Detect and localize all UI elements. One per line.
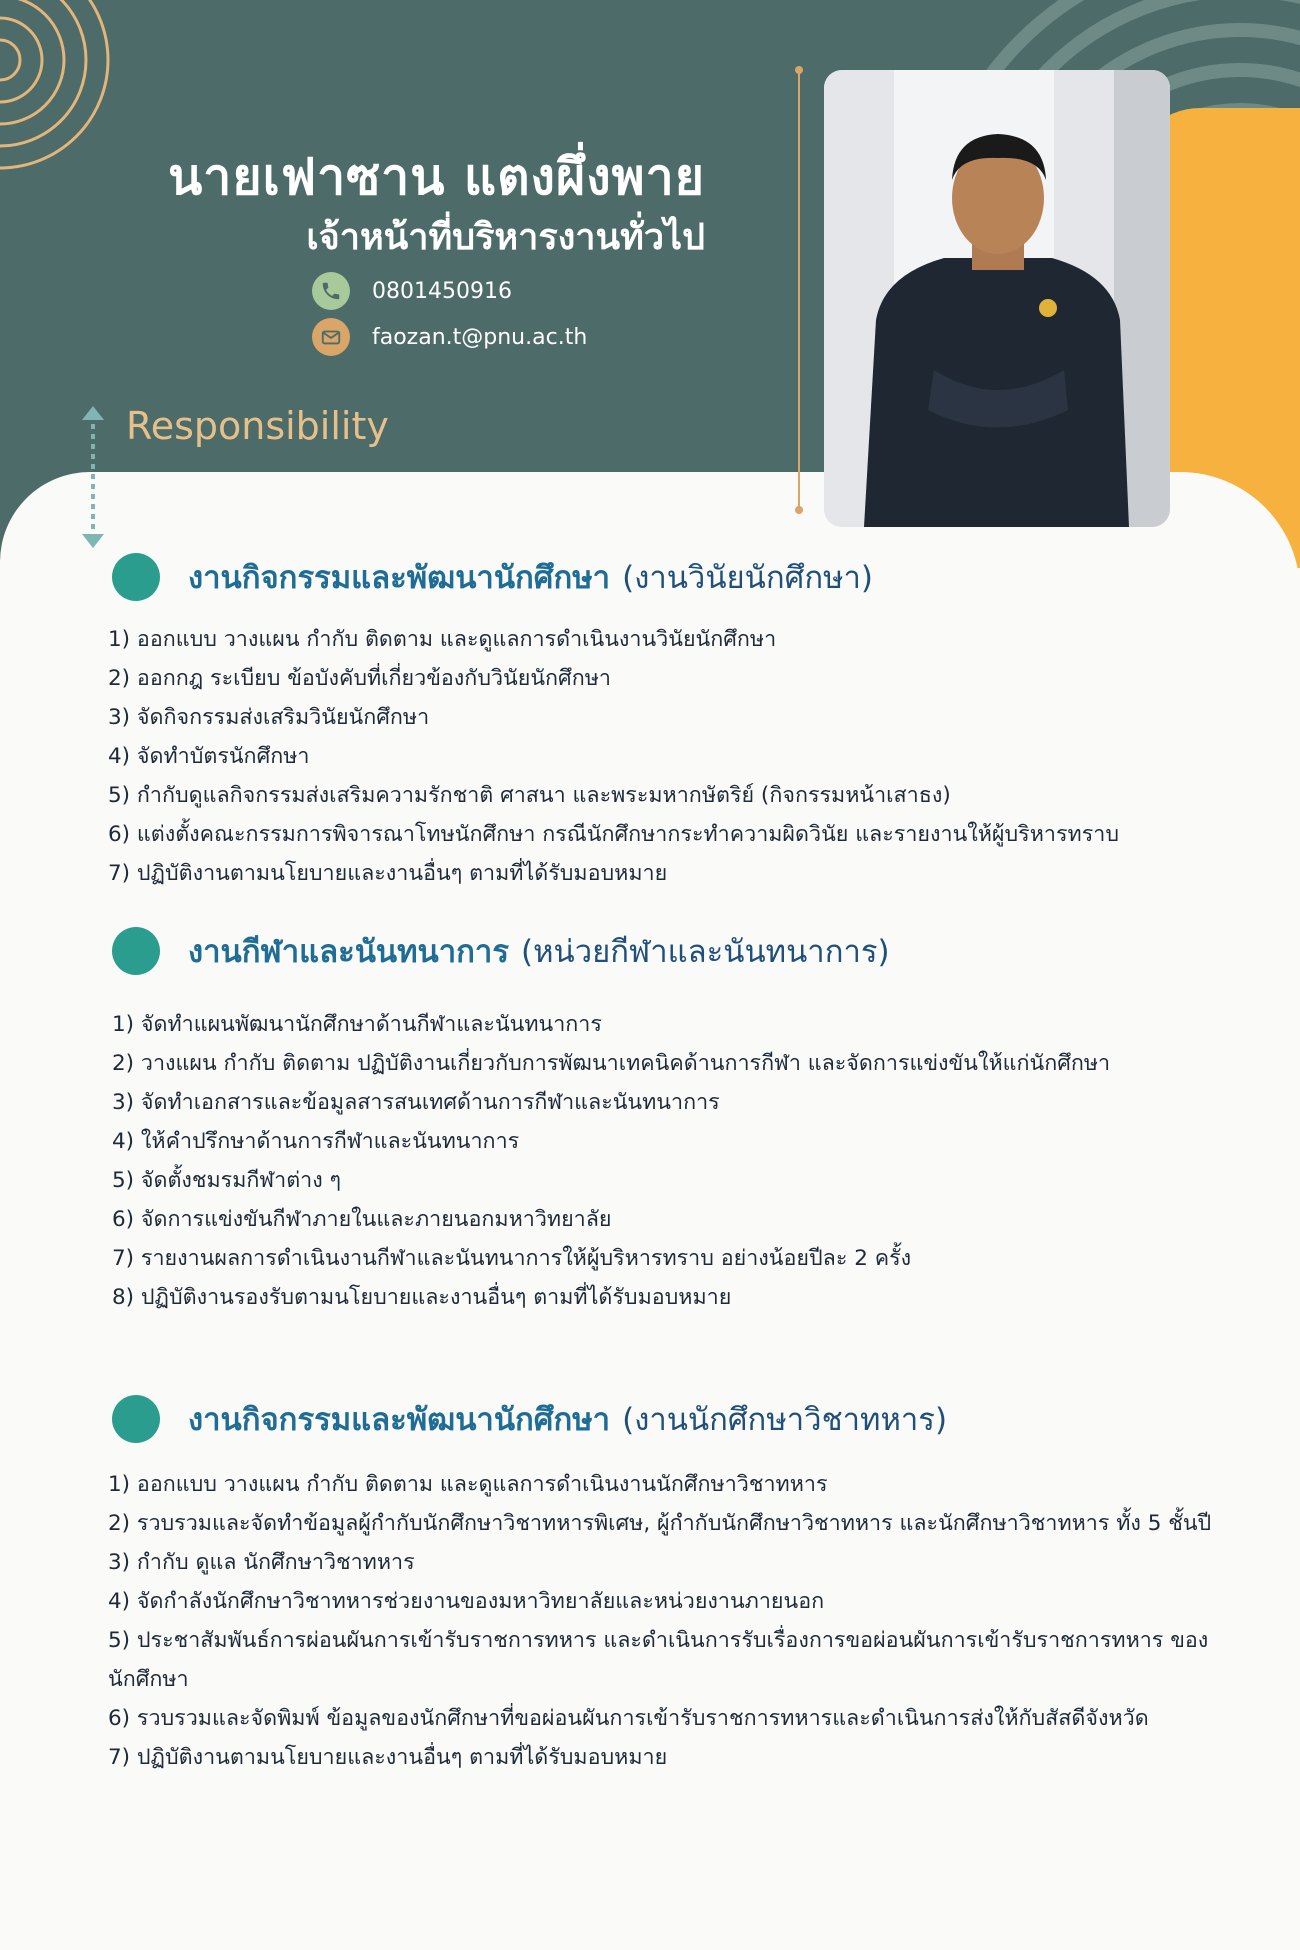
- list-item: 1) ออกแบบ วางแผน กำกับ ติดตาม และดูแลการดำเนินงานนักศึกษาวิชาทหาร: [108, 1472, 828, 1497]
- person-name: นายเฟาซาน แตงผึ่งพาย: [168, 148, 705, 206]
- section-title: งานกีฬาและนันทนาการ: [188, 934, 509, 970]
- list-item: 2) วางแผน กำกับ ติดตาม ปฏิบัติงานเกี่ยวกับการพัฒนาเทคนิคด้านการกีฬา และจัดการแข่งขันให้แก่นักศึกษา: [112, 1051, 1111, 1076]
- bullet-dot: [112, 927, 160, 975]
- section-subtitle: (หน่วยกีฬาและนันทนาการ): [520, 934, 890, 970]
- section-heading-military: [112, 1394, 947, 1444]
- divider-line: [798, 70, 800, 510]
- list-item: 3) กำกับ ดูแล นักศึกษาวิชาทหาร: [108, 1550, 415, 1575]
- section-title: งานกิจกรรมและพัฒนานักศึกษา: [188, 1402, 611, 1438]
- list-item: 3) จัดทำเอกสารและข้อมูลสารสนเทศด้านการกีฬาและนันทนาการ: [112, 1090, 720, 1115]
- list-item: 4) ให้คำปรึกษาด้านการกีฬาและนันทนาการ: [112, 1129, 520, 1154]
- list-item: 5) กำกับดูแลกิจกรรมส่งเสริมความรักชาติ ศาสนา และพระมหากษัตริย์ (กิจกรรมหน้าเสาธง): [108, 783, 951, 808]
- list-item: 1) ออกแบบ วางแผน กำกับ ติดตาม และดูแลการดำเนินงานวินัยนักศึกษา: [108, 627, 777, 652]
- mail-icon: [312, 318, 350, 356]
- list-item: 6) จัดการแข่งขันกีฬาภายในและภายนอกมหาวิทยาลัย: [112, 1207, 612, 1232]
- profile-photo: [824, 70, 1170, 527]
- list-item: 7) รายงานผลการดำเนินงานกีฬาและนันทนาการให้ผู้บริหารทราบ อย่างน้อยปีละ 2 ครั้ง: [112, 1246, 912, 1271]
- list-item: 1) จัดทำแผนพัฒนานักศึกษาด้านกีฬาและนันทนาการ: [112, 1012, 602, 1037]
- phone-contact: [312, 272, 512, 310]
- list-item: 6) รวบรวมและจัดพิมพ์ ข้อมูลของนักศึกษาที่ขอผ่อนผันการเข้ารับราชการทหารและดำเนินการส่งให้กับสัสดีจังหวัด: [108, 1706, 1149, 1731]
- list-item: 2) รวบรวมและจัดทำข้อมูลผู้กำกับนักศึกษาวิชาทหารพิเศษ, ผู้กำกับนักศึกษาวิชาทหาร และนักศึกษาวิชาทหาร ทั้ง 5 ชั้นปี: [108, 1511, 1212, 1536]
- list-item: 7) ปฏิบัติงานตามนโยบายและงานอื่นๆ ตามที่ได้รับมอบหมาย: [108, 1745, 668, 1770]
- email-contact: [312, 318, 587, 356]
- responsibility-heading: Responsibility: [126, 404, 389, 448]
- section-subtitle: (งานนักศึกษาวิชาทหาร): [622, 1402, 948, 1438]
- duty-list-sports: [112, 1005, 1110, 1317]
- section-heading-sports: [112, 926, 890, 976]
- list-item: 4) จัดกำลังนักศึกษาวิชาทหารช่วยงานของมหาวิทยาลัยและหน่วยงานภายนอก: [108, 1589, 825, 1614]
- list-item: 5) ประชาสัมพันธ์การผ่อนผันการเข้ารับราชการทหาร และดำเนินการรับเรื่องการขอผ่อนผันการเข้ารับราชการทหาร ของนักศึกษา: [108, 1628, 1209, 1692]
- list-item: 2) ออกกฎ ระเบียบ ข้อบังคับที่เกี่ยวข้องกับวินัยนักศึกษา: [108, 666, 611, 691]
- phone-number[interactable]: 0801450916: [372, 278, 512, 304]
- list-item: 5) จัดตั้งชมรมกีฬาต่าง ๆ: [112, 1168, 342, 1193]
- list-item: 7) ปฏิบัติงานตามนโยบายและงานอื่นๆ ตามที่ได้รับมอบหมาย: [108, 861, 668, 886]
- job-title: เจ้าหน้าที่บริหารงานทั่วไป: [306, 217, 705, 258]
- list-item: 3) จัดกิจกรรมส่งเสริมวินัยนักศึกษา: [108, 705, 430, 730]
- list-item: 6) แต่งตั้งคณะกรรมการพิจารณาโทษนักศึกษา กรณีนักศึกษากระทำความผิดวินัย และรายงานให้ผู้บริหารทราบ: [108, 822, 1119, 847]
- section-subtitle: (งานวินัยนักศึกษา): [622, 560, 874, 596]
- bullet-dot: [112, 553, 160, 601]
- double-arrow-icon: [80, 404, 106, 550]
- email-address[interactable]: faozan.t@pnu.ac.th: [372, 324, 588, 350]
- duty-list-discipline: [108, 620, 1119, 893]
- section-title: งานกิจกรรมและพัฒนานักศึกษา: [188, 560, 611, 596]
- phone-icon: [312, 272, 350, 310]
- duty-list-military: [108, 1465, 1238, 1777]
- bullet-dot: [112, 1395, 160, 1443]
- list-item: 4) จัดทำบัตรนักศึกษา: [108, 744, 310, 769]
- section-heading-discipline: [112, 552, 873, 602]
- list-item: 8) ปฏิบัติงานรองรับตามนโยบายและงานอื่นๆ ตามที่ได้รับมอบหมาย: [112, 1285, 732, 1310]
